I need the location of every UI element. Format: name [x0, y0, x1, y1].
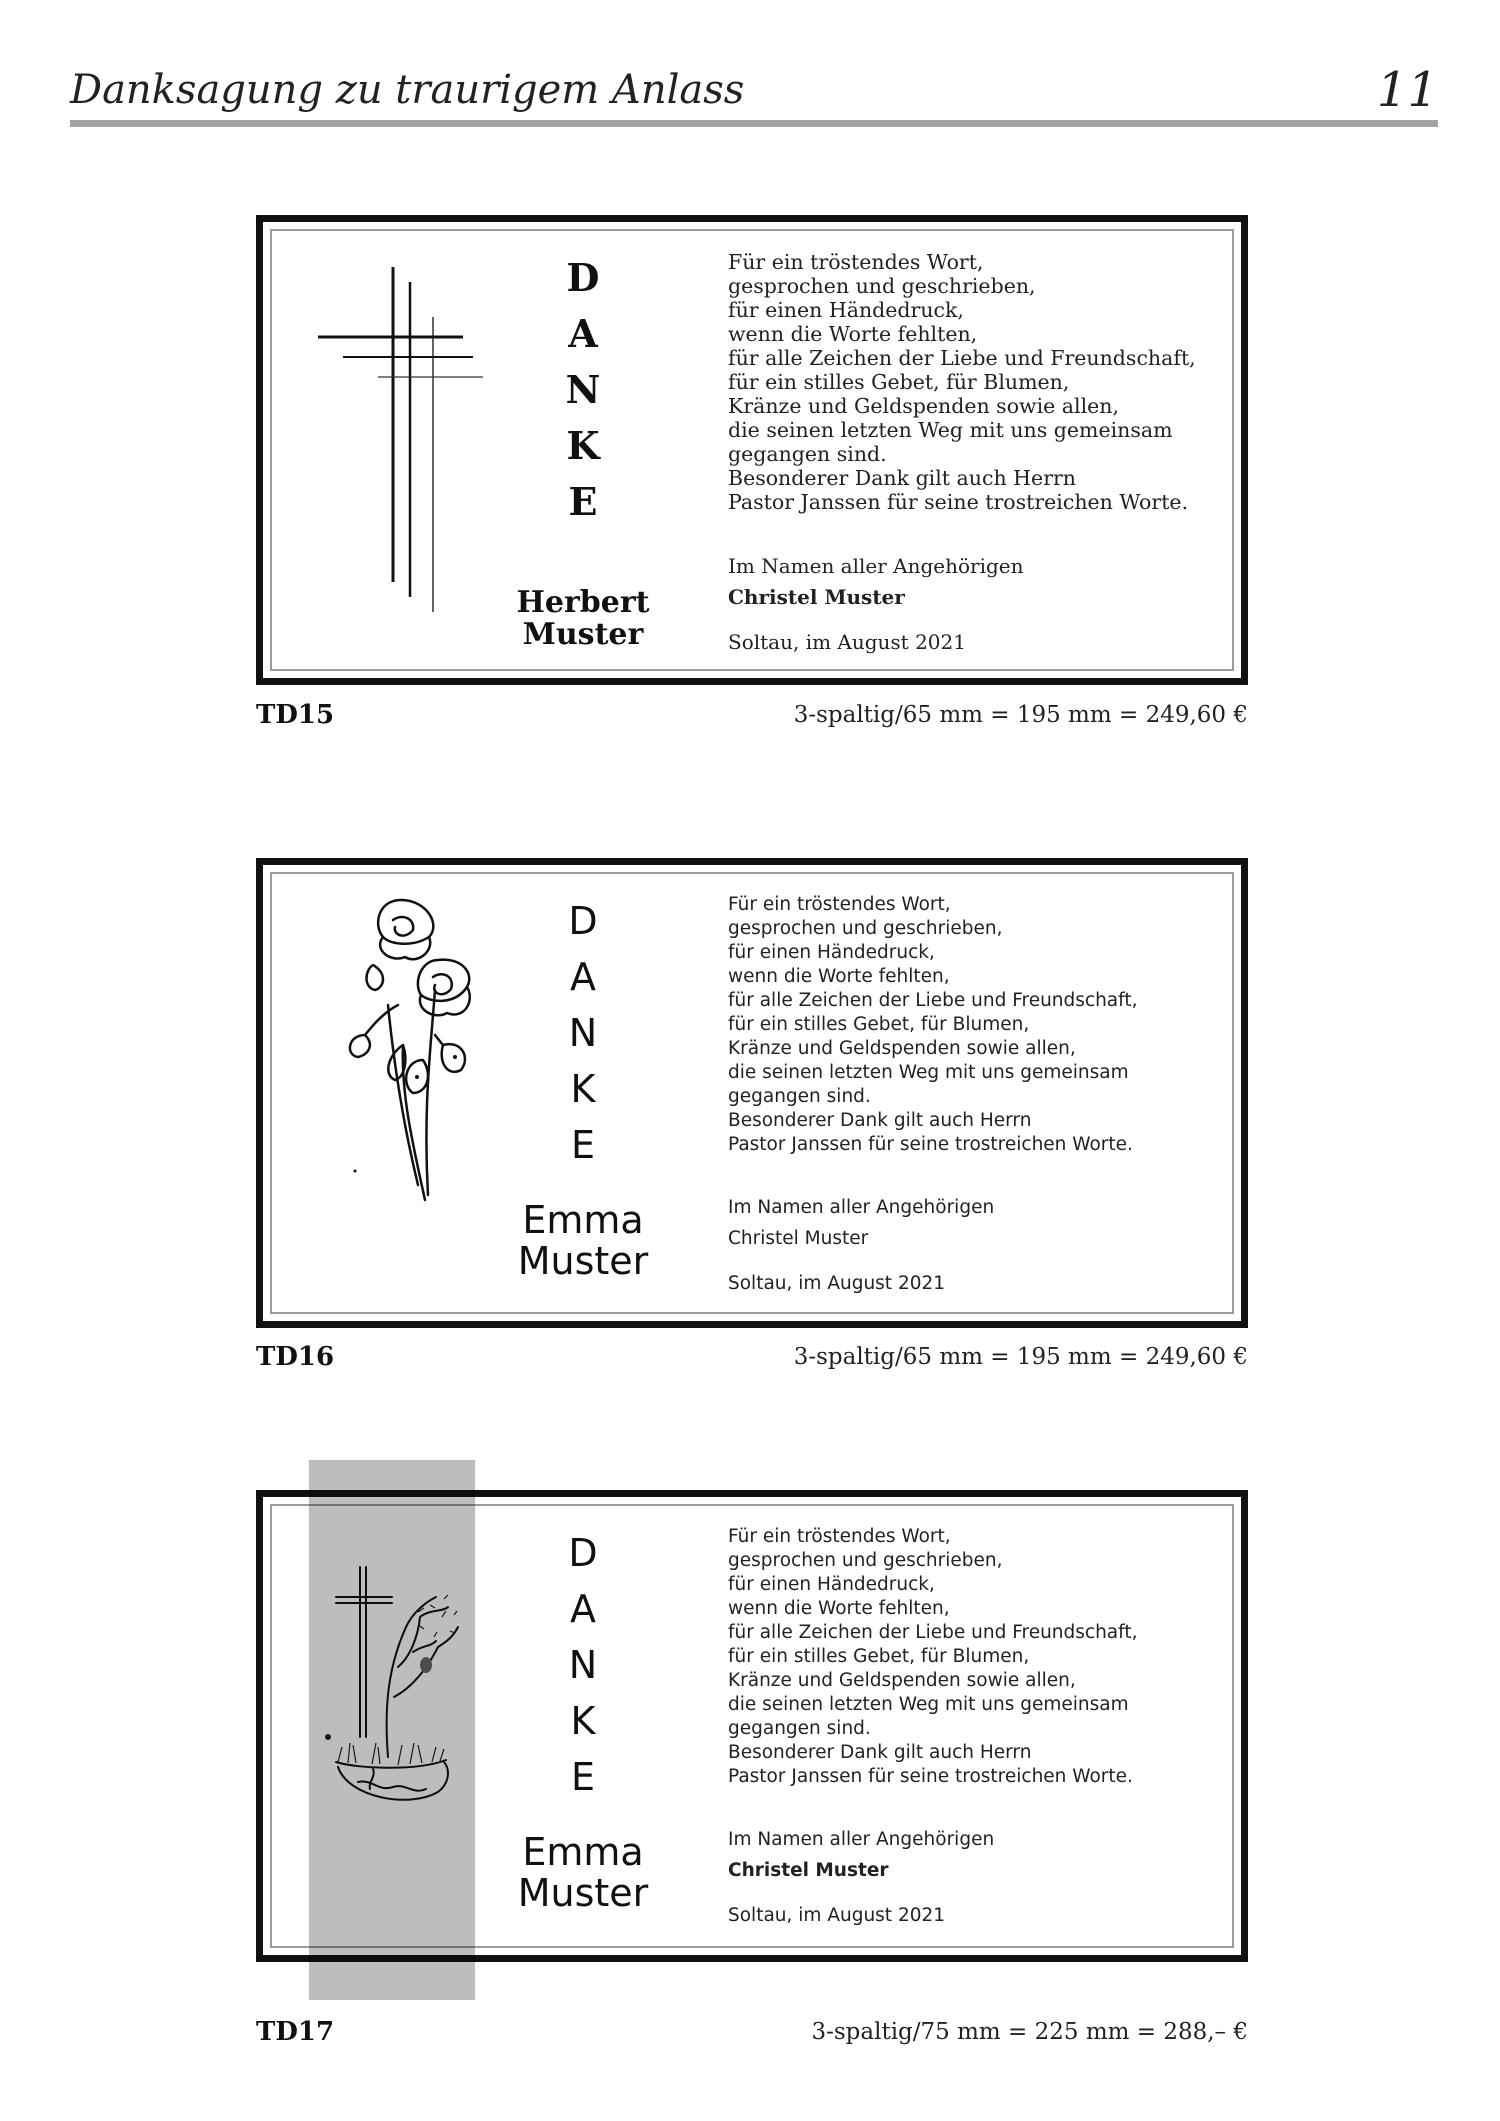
- danke-letter: A: [570, 955, 596, 999]
- verse-line: die seinen letzten Weg mit uns gemeinsam: [728, 1062, 1129, 1083]
- verse-line: gesprochen und geschrieben,: [728, 274, 1036, 298]
- verse-line: für einen Händedruck,: [728, 298, 964, 322]
- verse-line: Für ein tröstendes Wort,: [728, 1526, 951, 1547]
- ad-price: 3-spaltig/75 mm = 225 mm = 288,– €: [811, 2019, 1248, 2045]
- cross-lines-icon: [293, 252, 483, 622]
- danke-heading: [533, 1525, 633, 1805]
- danke-letter: K: [570, 1699, 596, 1743]
- deceased-first-name: Emma: [522, 1830, 644, 1874]
- deceased-name: [478, 1832, 688, 1914]
- verse-line: wenn die Worte fehlten,: [728, 322, 978, 346]
- verse-line: gegangen sind.: [728, 442, 887, 466]
- place-date: Soltau, im August 2021: [728, 630, 966, 654]
- danke-letter: A: [570, 1587, 596, 1631]
- verse-line: für einen Händedruck,: [728, 1574, 935, 1595]
- signatory: Christel Muster: [728, 1860, 889, 1881]
- closing-line: Im Namen aller Angehörigen: [728, 1197, 995, 1218]
- danke-letter: A: [568, 311, 598, 356]
- place-date: Soltau, im August 2021: [728, 1273, 946, 1294]
- deceased-last-name: Muster: [517, 1239, 649, 1284]
- verse-line: Für ein tröstendes Wort,: [728, 894, 951, 915]
- signatory: Christel Muster: [728, 1228, 869, 1249]
- danke-heading: [533, 893, 633, 1173]
- deceased-name: [478, 1200, 688, 1282]
- page-number: 11: [1376, 62, 1438, 118]
- verse-line: gesprochen und geschrieben,: [728, 1550, 1003, 1571]
- verse-line: für einen Händedruck,: [728, 942, 935, 963]
- gray-accent-band: [309, 1460, 475, 2000]
- danke-heading: [533, 250, 633, 530]
- thanks-verse: [728, 893, 1208, 1157]
- verse-line: gesprochen und geschrieben,: [728, 918, 1003, 939]
- thanks-verse: [728, 1525, 1208, 1789]
- danke-letter: K: [566, 423, 600, 468]
- verse-line: für alle Zeichen der Liebe und Freundschaft,: [728, 1622, 1138, 1643]
- verse-line: gegangen sind.: [728, 1086, 871, 1107]
- deceased-last-name: Muster: [517, 1871, 649, 1916]
- closing-line: Im Namen aller Angehörigen: [728, 554, 1024, 578]
- thanks-verse: [728, 250, 1208, 514]
- verse-line: Kränze und Geldspenden sowie allen,: [728, 1670, 1076, 1691]
- verse-line: Für ein tröstendes Wort,: [728, 250, 984, 274]
- verse-line: die seinen letzten Weg mit uns gemeinsam: [728, 1694, 1129, 1715]
- verse-line: die seinen letzten Weg mit uns gemeinsam: [728, 418, 1173, 442]
- verse-line: Besonderer Dank gilt auch Herrn: [728, 1110, 1032, 1131]
- ad-code: TD17: [256, 2017, 335, 2047]
- deceased-first-name: Emma: [522, 1198, 644, 1242]
- obituary-ad-td15: [256, 215, 1248, 685]
- verse-line: Kränze und Geldspenden sowie allen,: [728, 394, 1119, 418]
- verse-line: wenn die Worte fehlten,: [728, 1598, 950, 1619]
- danke-letter: E: [570, 1755, 595, 1799]
- ad-code: TD16: [256, 1342, 335, 1372]
- deceased-name: [493, 587, 673, 652]
- obituary-ad-td16: [256, 858, 1248, 1328]
- danke-letter: E: [570, 1123, 595, 1167]
- place-date: Soltau, im August 2021: [728, 1905, 946, 1926]
- verse-line: wenn die Worte fehlten,: [728, 966, 950, 987]
- ad-price: 3-spaltig/65 mm = 195 mm = 249,60 €: [793, 1344, 1248, 1370]
- danke-letter: D: [568, 1531, 598, 1575]
- verse-line: Pastor Janssen für seine trostreichen Worte.: [728, 1766, 1133, 1787]
- ad-price: 3-spaltig/65 mm = 195 mm = 249,60 €: [793, 702, 1248, 728]
- deceased-first-name: Herbert: [516, 585, 650, 620]
- verse-line: Besonderer Dank gilt auch Herrn: [728, 1742, 1032, 1763]
- header-rule: [70, 120, 1438, 127]
- danke-letter: K: [570, 1067, 596, 1111]
- verse-line: Kränze und Geldspenden sowie allen,: [728, 1038, 1076, 1059]
- closing-line: Im Namen aller Angehörigen: [728, 1829, 995, 1850]
- signatory: Christel Muster: [728, 585, 905, 609]
- verse-line: Pastor Janssen für seine trostreichen Worte.: [728, 1134, 1133, 1155]
- verse-line: für ein stilles Gebet, für Blumen,: [728, 1014, 1030, 1035]
- verse-line: Pastor Janssen für seine trostreichen Worte.: [728, 490, 1189, 514]
- ad-code: TD15: [256, 700, 335, 730]
- verse-line: für ein stilles Gebet, für Blumen,: [728, 370, 1070, 394]
- verse-line: Besonderer Dank gilt auch Herrn: [728, 466, 1076, 490]
- verse-line: für alle Zeichen der Liebe und Freundschaft,: [728, 346, 1196, 370]
- danke-letter: N: [568, 1643, 598, 1687]
- danke-letter: N: [568, 1011, 598, 1055]
- page-title: Danksagung zu traurigem Anlass: [70, 67, 745, 113]
- danke-letter: D: [568, 899, 598, 943]
- deceased-last-name: Muster: [522, 617, 644, 653]
- danke-letter: D: [566, 255, 600, 300]
- verse-line: für ein stilles Gebet, für Blumen,: [728, 1646, 1030, 1667]
- danke-letter: E: [568, 479, 598, 524]
- verse-line: für alle Zeichen der Liebe und Freundschaft,: [728, 990, 1138, 1011]
- verse-line: gegangen sind.: [728, 1718, 871, 1739]
- danke-letter: N: [565, 367, 601, 412]
- rose-icon: [343, 895, 493, 1215]
